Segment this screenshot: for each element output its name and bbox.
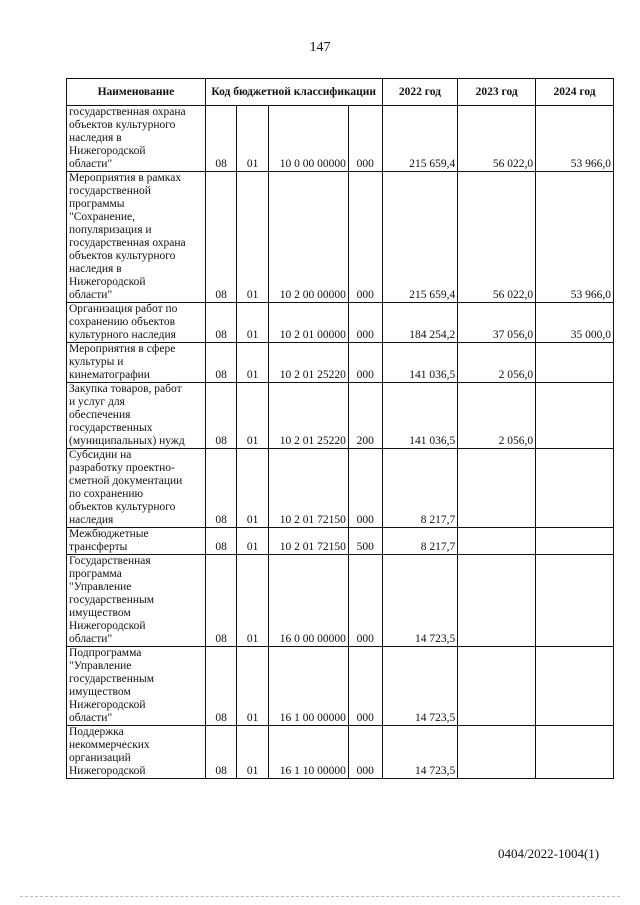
row-name: Государственная программа "Управление государственным имуществом Нижегородской области": [67, 555, 206, 647]
subsection-code: 01: [237, 343, 269, 383]
table-row: [67, 383, 614, 449]
table-header-row: [67, 79, 614, 106]
expense-type-code: 000: [348, 647, 382, 726]
amount-2023: 2 056,0: [458, 343, 536, 383]
expense-type-code: 500: [348, 528, 382, 555]
amount-2024: [536, 343, 614, 383]
section-code: 08: [205, 303, 237, 343]
row-name: Поддержка некоммерческих организаций Нижегородской: [67, 726, 206, 779]
table-row: [67, 449, 614, 528]
table-row: [67, 172, 614, 303]
table-row: [67, 726, 614, 779]
expense-type-code: 000: [348, 449, 382, 528]
amount-2022: 8 217,7: [382, 449, 458, 528]
bottom-divider: [20, 896, 620, 897]
amount-2023: [458, 726, 536, 779]
table-row: [67, 106, 614, 172]
section-code: 08: [205, 172, 237, 303]
amount-2024: [536, 449, 614, 528]
row-name: государственная охрана объектов культурного наследия в Нижегородской области": [67, 106, 206, 172]
amount-2023: 56 022,0: [458, 172, 536, 303]
amount-2022: 141 036,5: [382, 383, 458, 449]
expense-type-code: 000: [348, 555, 382, 647]
expense-type-code: 000: [348, 303, 382, 343]
subsection-code: 01: [237, 555, 269, 647]
amount-2023: [458, 555, 536, 647]
target-article-code: 10 2 00 00000: [268, 172, 348, 303]
amount-2024: [536, 726, 614, 779]
amount-2023: 37 056,0: [458, 303, 536, 343]
target-article-code: 10 2 01 72150: [268, 449, 348, 528]
row-name: Мероприятия в сфере культуры и кинематографии: [67, 343, 206, 383]
subsection-code: 01: [237, 449, 269, 528]
header-budget-code: Код бюджетной классификации: [205, 79, 382, 106]
table-row: [67, 528, 614, 555]
target-article-code: 16 1 10 00000: [268, 726, 348, 779]
amount-2022: 141 036,5: [382, 343, 458, 383]
subsection-code: 01: [237, 303, 269, 343]
row-name: Мероприятия в рамках государственной программы "Сохранение, популяризация и государственная охрана объектов культурного наследия в Нижегородской области": [67, 172, 206, 303]
subsection-code: 01: [237, 726, 269, 779]
amount-2022: 215 659,4: [382, 172, 458, 303]
subsection-code: 01: [237, 383, 269, 449]
amount-2022: 14 723,5: [382, 555, 458, 647]
row-name: Закупка товаров, работ и услуг для обеспечения государственных (муниципальных) нужд: [67, 383, 206, 449]
section-code: 08: [205, 449, 237, 528]
row-name: Субсидии на разработку проектно- сметной документации по сохранению объектов культурного наследия: [67, 449, 206, 528]
target-article-code: 10 2 01 25220: [268, 343, 348, 383]
target-article-code: 10 2 01 00000: [268, 303, 348, 343]
target-article-code: 10 2 01 25220: [268, 383, 348, 449]
amount-2022: 14 723,5: [382, 726, 458, 779]
header-name: Наименование: [67, 79, 206, 106]
table-row: [67, 647, 614, 726]
section-code: 08: [205, 726, 237, 779]
amount-2024: 35 000,0: [536, 303, 614, 343]
amount-2022: 184 254,2: [382, 303, 458, 343]
target-article-code: 16 0 00 00000: [268, 555, 348, 647]
header-2024: 2024 год: [536, 79, 614, 106]
expense-type-code: 000: [348, 172, 382, 303]
amount-2022: 8 217,7: [382, 528, 458, 555]
amount-2024: 53 966,0: [536, 106, 614, 172]
amount-2024: [536, 383, 614, 449]
section-code: 08: [205, 647, 237, 726]
subsection-code: 01: [237, 172, 269, 303]
amount-2023: [458, 647, 536, 726]
expense-type-code: 200: [348, 383, 382, 449]
amount-2023: [458, 449, 536, 528]
amount-2024: [536, 555, 614, 647]
amount-2024: [536, 647, 614, 726]
table-row: [67, 555, 614, 647]
budget-table: [66, 78, 614, 779]
amount-2024: 53 966,0: [536, 172, 614, 303]
amount-2023: 2 056,0: [458, 383, 536, 449]
section-code: 08: [205, 106, 237, 172]
subsection-code: 01: [237, 106, 269, 172]
section-code: 08: [205, 555, 237, 647]
amount-2024: [536, 528, 614, 555]
amount-2022: 215 659,4: [382, 106, 458, 172]
amount-2022: 14 723,5: [382, 647, 458, 726]
row-name: Межбюджетные трансферты: [67, 528, 206, 555]
header-2022: 2022 год: [382, 79, 458, 106]
row-name: Подпрограмма "Управление государственным имуществом Нижегородской области": [67, 647, 206, 726]
subsection-code: 01: [237, 647, 269, 726]
amount-2023: 56 022,0: [458, 106, 536, 172]
target-article-code: 10 2 01 72150: [268, 528, 348, 555]
table-row: [67, 343, 614, 383]
header-2023: 2023 год: [458, 79, 536, 106]
section-code: 08: [205, 528, 237, 555]
subsection-code: 01: [237, 528, 269, 555]
document-code: 0404/2022-1004(1): [498, 846, 600, 861]
section-code: 08: [205, 343, 237, 383]
amount-2023: [458, 528, 536, 555]
target-article-code: 16 1 00 00000: [268, 647, 348, 726]
table-row: [67, 303, 614, 343]
expense-type-code: 000: [348, 343, 382, 383]
expense-type-code: 000: [348, 106, 382, 172]
target-article-code: 10 0 00 00000: [268, 106, 348, 172]
page-number: 147: [309, 40, 331, 55]
section-code: 08: [205, 383, 237, 449]
row-name: Организация работ по сохранению объектов культурного наследия: [67, 303, 206, 343]
expense-type-code: 000: [348, 726, 382, 779]
